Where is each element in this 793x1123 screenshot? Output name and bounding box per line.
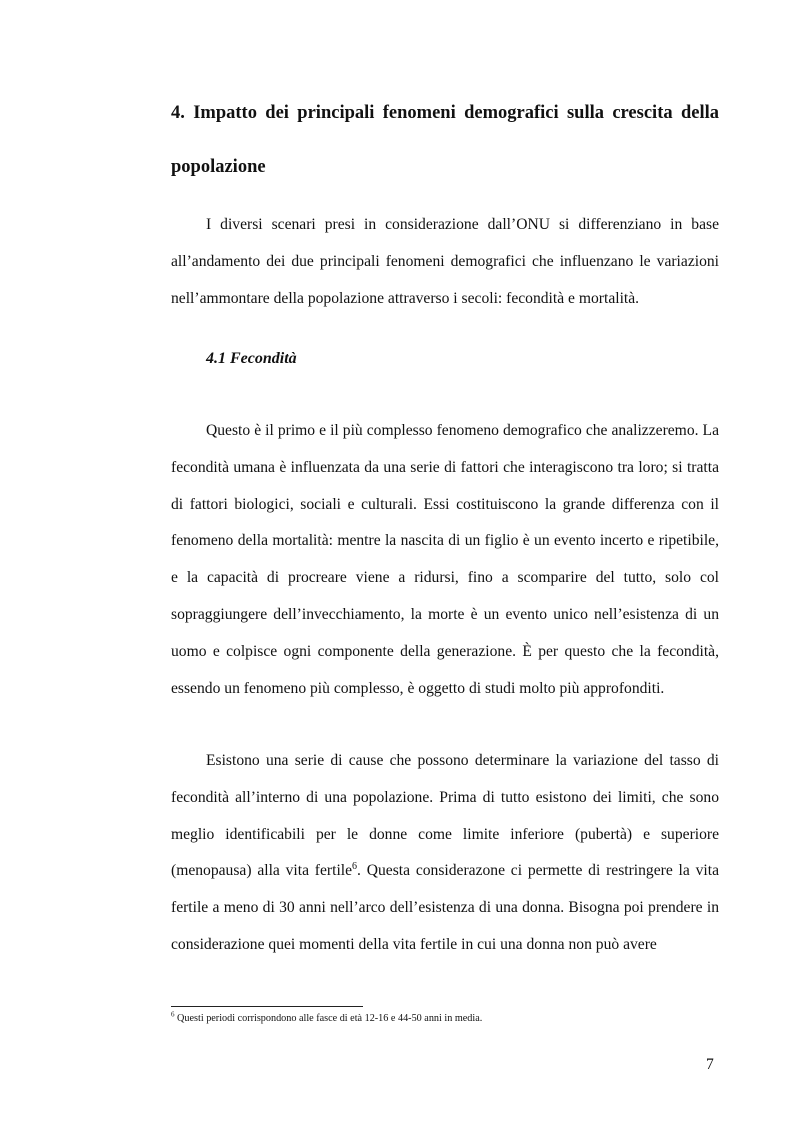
body-paragraph-2-text-a: Esistono una serie di cause che possono determinare la variazione del tasso di fecondità all’interno di una popolazione. Prima di tutto esistono dei limiti, che sono meglio identificabili per le donne come limite inferiore (pubertà) e superiore (menopausa) alla vita fertile — [171, 752, 719, 880]
intro-paragraph: I diversi scenari presi in considerazione dall’ONU si differenziano in base all’andamento dei due principali fenomeni demografici che influenzano le variazioni nell’ammontare della popolazione attraverso i secoli: fecondità e mortalità. — [171, 216, 719, 307]
body-paragraph-2 — [171, 743, 719, 964]
footnote-reference[interactable]: 6 — [352, 861, 358, 873]
footnote-marker: 6 — [171, 1010, 175, 1019]
page-number: 7 — [706, 1056, 714, 1073]
footnote-divider — [171, 1006, 363, 1007]
body-paragraph-1: Questo è il primo e il più complesso fenomeno demografico che analizzeremo. La fecondità umana è influenzata da una serie di fattori che interagiscono tra loro; si tratta di fattori biologici, sociali e culturali. Essi costituiscono la grande differenza con il fenomeno della mortalità: mentre la nascita di un figlio è un evento incerto e ripetibile, e la capacità di procreare viene a ridursi, fino a scomparire del tutto, solo col sopraggiungere dell’invecchiamento, la morte è un evento unico nell’esistenza di un uomo e colpisce ogni componente della generazione. È per questo che la fecondità, essendo un fenomeno più complesso, è oggetto di studi molto più approfonditi. — [171, 422, 719, 697]
footnote — [171, 1010, 483, 1024]
section-heading: 4. Impatto dei principali fenomeni demografici sulla crescita della popolazione — [171, 103, 719, 177]
body-paragraph-2-text-b: . Questa considerazone ci permette di restringere la vita fertile a meno di 30 anni nell’arco dell’esistenza di una donna. Bisogna poi prendere in considerazione quei momenti della vita fertile in cui una donna non può avere — [171, 862, 719, 953]
footnote-text: Questi periodi corrispondono alle fasce di età 12-16 e 44-50 anni in media. — [177, 1013, 483, 1024]
subsection-heading: 4.1 Fecondità — [206, 350, 297, 367]
